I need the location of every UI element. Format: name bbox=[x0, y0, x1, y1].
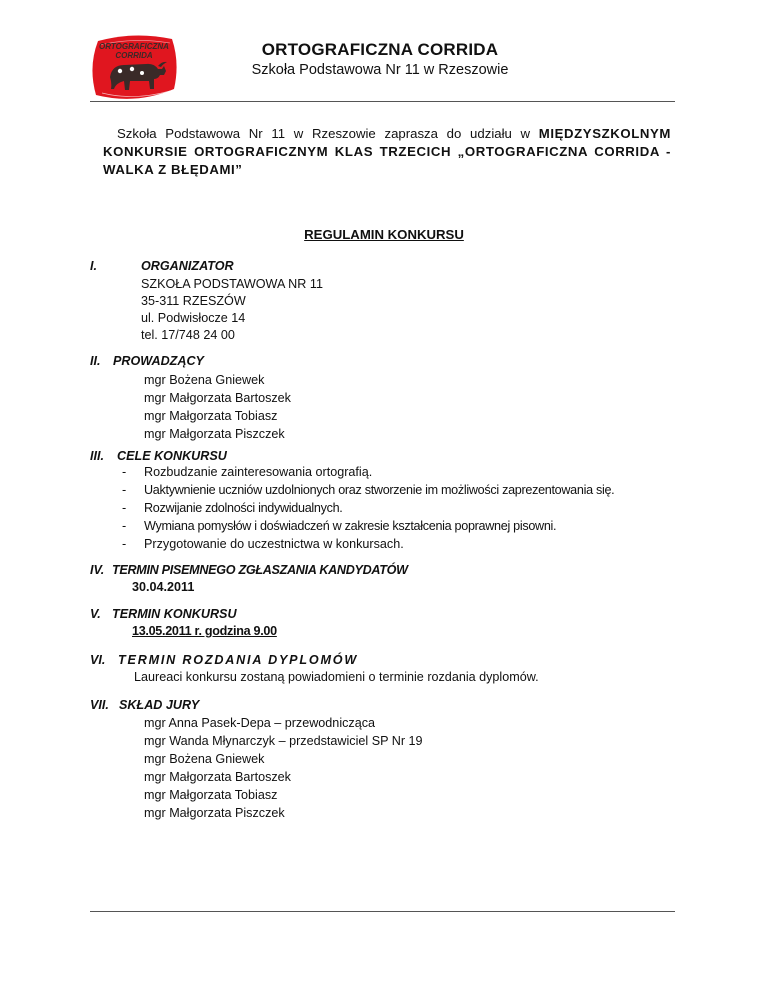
organizer-postcode: 35-311 RZESZÓW bbox=[141, 294, 246, 308]
section-7-number: VII. bbox=[90, 698, 109, 712]
contest-date: 13.05.2011 r. godzina 9.00 bbox=[132, 624, 277, 638]
goal-item: Uaktywnienie uczniów uzdolnionych oraz stworzenie im możliwości zaprezentowania się. bbox=[144, 483, 615, 497]
host-item: mgr Małgorzata Tobiasz bbox=[144, 409, 278, 423]
goal-item: Rozbudzanie zainteresowania ortografią. bbox=[144, 465, 373, 479]
intro-contest-name: MIĘDZYSZKOLNYM KONKURSIE ORTOGRAFICZNYM KLAS TRZECICH „ORTOGRAFICZNA CORRIDA - WALKA Z BŁĘDAMI” bbox=[103, 126, 671, 177]
host-item: mgr Małgorzata Piszczek bbox=[144, 427, 285, 441]
section-6-number: VI. bbox=[90, 653, 106, 667]
section-1-number: I. bbox=[90, 259, 97, 273]
jury-member: mgr Wanda Młynarczyk – przedstawiciel SP Nr 19 bbox=[144, 734, 423, 748]
goal-item: Przygotowanie do uczestnictwa w konkursach. bbox=[144, 537, 404, 551]
section-1-heading: ORGANIZATOR bbox=[141, 259, 234, 273]
goal-item: Wymiana pomysłów i doświadczeń w zakresie kształcenia poprawnej pisowni. bbox=[144, 519, 557, 533]
section-7-heading: SKŁAD JURY bbox=[119, 698, 200, 712]
organizer-phone: tel. 17/748 24 00 bbox=[141, 328, 235, 342]
organizer-street: ul. Podwisłocze 14 bbox=[141, 311, 246, 325]
bullet: - bbox=[122, 465, 127, 479]
logo-text-mid: CORRIDA bbox=[115, 51, 153, 60]
jury-member: mgr Anna Pasek-Depa – przewodnicząca bbox=[144, 716, 376, 730]
host-item: mgr Małgorzata Bartoszek bbox=[144, 391, 291, 405]
section-5-number: V. bbox=[90, 607, 101, 621]
page-subtitle: Szkoła Podstawowa Nr 11 w Rzeszowie bbox=[251, 62, 509, 78]
organizer-name: SZKOŁA PODSTAWOWA NR 11 bbox=[141, 277, 323, 291]
host-item: mgr Bożena Gniewek bbox=[144, 373, 265, 387]
school-logo bbox=[88, 33, 180, 103]
intro-text: Szkoła Podstawowa Nr 11 w Rzeszowie zaprasza do udziału w bbox=[117, 126, 539, 141]
regulations-title: REGULAMIN KONKURSU bbox=[304, 227, 464, 242]
section-2-heading: PROWADZĄCY bbox=[113, 354, 204, 368]
application-deadline: 30.04.2011 bbox=[132, 580, 195, 594]
section-3-number: III. bbox=[90, 449, 104, 463]
jury-member: mgr Małgorzata Bartoszek bbox=[144, 770, 291, 784]
bullet: - bbox=[122, 519, 127, 533]
page-title: ORTOGRAFICZNA CORRIDA bbox=[261, 40, 499, 59]
section-3-heading: CELE KONKURSU bbox=[117, 449, 227, 463]
intro-paragraph bbox=[103, 125, 671, 179]
diploma-info: Laureaci konkursu zostaną powiadomieni o terminie rozdania dyplomów. bbox=[134, 670, 539, 684]
section-4-heading: TERMIN PISEMNEGO ZGŁASZANIA KANDYDATÓW bbox=[112, 563, 408, 577]
goal-item: Rozwijanie zdolności indywidualnych. bbox=[144, 501, 343, 515]
bullet: - bbox=[122, 537, 127, 551]
bullet: - bbox=[122, 501, 127, 515]
jury-member: mgr Małgorzata Piszczek bbox=[144, 806, 285, 820]
jury-member: mgr Bożena Gniewek bbox=[144, 752, 265, 766]
bullet: - bbox=[122, 483, 127, 497]
logo-text-top: ORTOGRAFICZNA bbox=[99, 42, 169, 51]
header-divider bbox=[90, 101, 675, 102]
section-5-heading: TERMIN KONKURSU bbox=[112, 607, 237, 621]
jury-member: mgr Małgorzata Tobiasz bbox=[144, 788, 278, 802]
footer-divider bbox=[90, 911, 675, 912]
section-6-heading: TERMIN ROZDANIA DYPLOMÓW bbox=[118, 653, 359, 667]
section-4-number: IV. bbox=[90, 563, 105, 577]
section-2-number: II. bbox=[90, 354, 101, 368]
